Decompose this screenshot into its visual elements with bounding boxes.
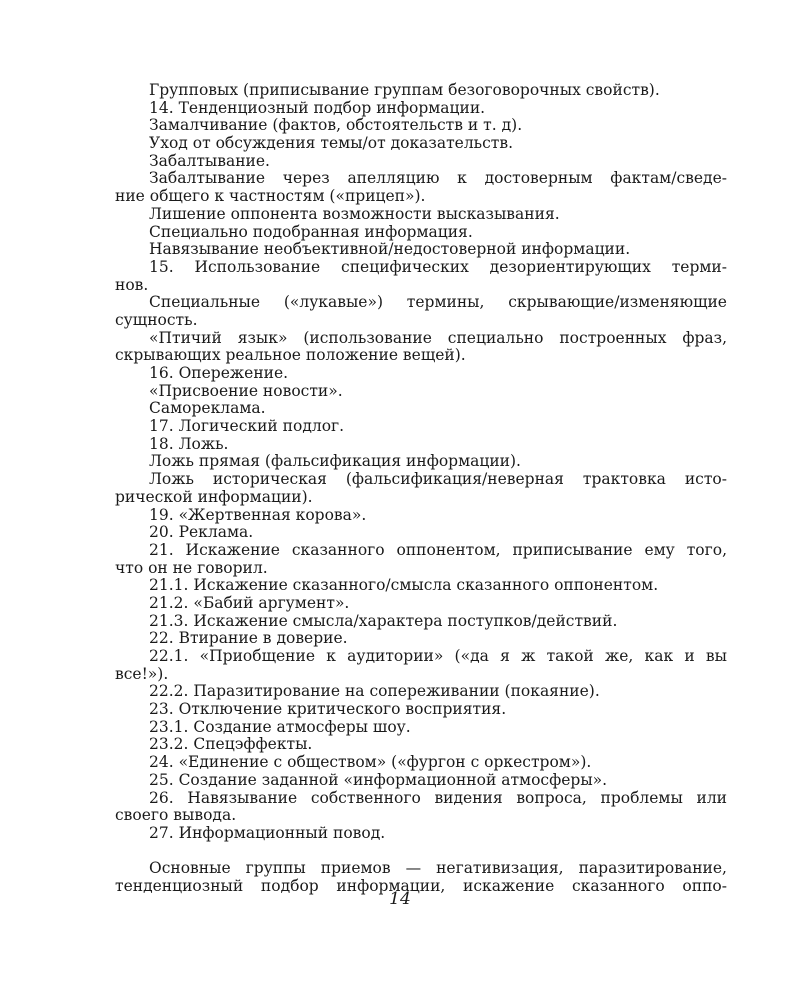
text-line: тенденциозный подбор информации, искажение сказанного оппо- — [115, 877, 727, 895]
text-line: Лишение оппонента возможности высказывания. — [149, 205, 560, 223]
text-line: Замалчивание (фактов, обстоятельств и т. д). — [149, 117, 523, 135]
text-line: Основные группы приемов — негативизация, паразитирование, — [149, 860, 727, 878]
text-line: скрывающих реальное положение вещей). — [115, 347, 466, 365]
text-line: Специально подобранная информация. — [149, 223, 473, 241]
page-body — [115, 82, 727, 895]
text-line: Ложь прямая (фальсификация информации). — [149, 453, 521, 471]
paragraph-gap — [115, 843, 727, 861]
text-line: 22.1. «Приобщение к аудитории» («да я ж такой же, как и вы — [149, 648, 727, 665]
text-line: 14. Тенденциозный подбор информации. — [149, 99, 486, 117]
text-line: 27. Информационный повод. — [149, 824, 386, 842]
text-line: рической информации). — [115, 488, 313, 506]
text-line: «Присвоение новости». — [149, 382, 343, 400]
text-line: 20. Реклама. — [149, 524, 254, 542]
text-line: 19. «Жертвенная корова». — [149, 506, 367, 524]
text-line: все!»). — [115, 665, 169, 683]
text-line: своего вывода. — [115, 807, 237, 825]
text-line: Уход от обсуждения темы/от доказательств. — [149, 135, 514, 153]
page-number: 14 — [389, 889, 411, 909]
text-line: 26. Навязывание собственного видения вопроса, проблемы или — [149, 789, 727, 807]
text-line: нов. — [115, 276, 149, 294]
text-line: 15. Использование специфических дезориентирующих терми- — [149, 258, 727, 276]
text-line: 21.2. «Бабий аргумент». — [149, 594, 350, 612]
text-line: Групповых (приписывание группам безоговорочных свойств). — [149, 82, 660, 99]
text-line: Специальные («лукавые») термины, скрывающие/изменяющие — [149, 294, 727, 312]
text-line: 22.2. Паразитирование на сопереживании (покаяние). — [149, 683, 600, 701]
text-line: 25. Создание заданной «информационной атмосферы». — [149, 771, 608, 789]
text-line: Ложь историческая (фальсификация/неверная трактовка исто- — [149, 471, 727, 489]
text-line: «Птичий язык» (использование специально построенных фраз, — [149, 329, 727, 347]
text-line: 21.1. Искажение сказанного/смысла сказанного оппонентом. — [149, 577, 659, 595]
text-line: ние общего к частностям («прицеп»). — [115, 188, 426, 206]
text-line: Самореклама. — [149, 400, 266, 418]
text-line: 22. Втирание в доверие. — [149, 630, 348, 648]
text-line: 18. Ложь. — [149, 435, 229, 453]
text-line: Навязывание необъективной/недостоверной информации. — [149, 241, 631, 259]
text-line: 23.2. Спецэффекты. — [149, 736, 313, 754]
text-line: Забалтывание. — [149, 152, 270, 170]
text-line: 23.1. Создание атмосферы шоу. — [149, 718, 411, 736]
text-line: 16. Опережение. — [149, 365, 289, 382]
text-line: 21. Искажение сказанного оппонентом, приписывание ему того, — [149, 541, 727, 559]
text-line: что он не говорил. — [115, 559, 268, 577]
text-line: 23. Отключение критического восприятия. — [149, 701, 507, 719]
text-line: Забалтывание через апелляцию к достоверным фактам/сведе- — [149, 170, 727, 188]
text-line: 24. «Единение с обществом» («фургон с оркестром»). — [149, 754, 592, 772]
text-line: 21.3. Искажение смысла/характера поступков/действий. — [149, 612, 618, 630]
text-line: сущность. — [115, 311, 198, 329]
text-line: 17. Логический подлог. — [149, 418, 345, 436]
